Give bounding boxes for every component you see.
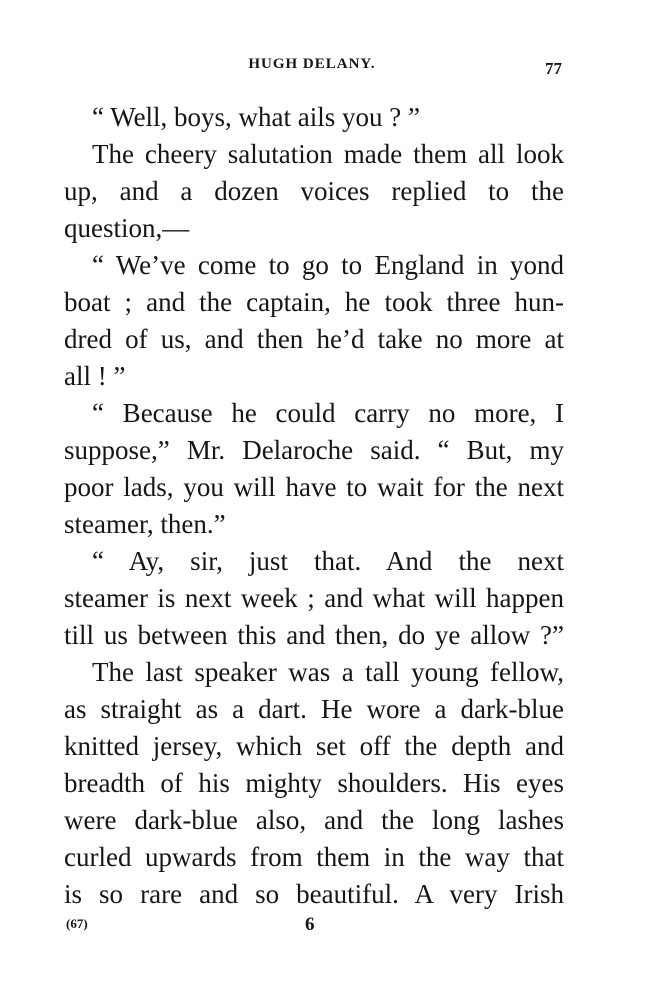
text-line: as straight as a dart. He wore a dark-blue xyxy=(64,694,564,724)
text-line: The cheery salutation made them all look xyxy=(92,139,564,169)
text-line: breadth of his mighty shoulders. His eyes xyxy=(64,768,564,798)
text-line: steamer, then.” xyxy=(64,509,226,539)
text-line: question,— xyxy=(64,213,190,243)
text-line: knitted jersey, which set off the depth and xyxy=(64,731,564,761)
text-line: poor lads, you will have to wait for the next xyxy=(64,472,564,502)
text-line: suppose,” Mr. Delaroche said. “ But, my xyxy=(64,435,564,465)
body-text xyxy=(64,99,564,913)
text-line: “ We’ve come to go to England in yond xyxy=(92,250,564,280)
text-line: were dark-blue also, and the long lashes xyxy=(64,805,564,835)
text-line: “ Because he could carry no more, I xyxy=(92,398,564,428)
text-line: steamer is next week ; and what will happen xyxy=(64,583,564,613)
text-line: dred of us, and then he’d take no more at xyxy=(64,324,564,354)
running-header xyxy=(62,56,562,78)
page-footer xyxy=(64,914,564,938)
signature-mark: (67) xyxy=(66,916,88,931)
text-line: curled upwards from them in the way that xyxy=(64,842,564,872)
page-number: 77 xyxy=(545,59,562,78)
running-title: HUGH DELANY. xyxy=(248,56,376,72)
text-line: up, and a dozen voices replied to the xyxy=(64,176,564,206)
text-line: “ Well, boys, what ails you ? ” xyxy=(92,102,421,132)
text-line: is so rare and so beautiful. A very Irish xyxy=(64,879,564,909)
text-line: all ! ” xyxy=(64,361,126,391)
text-line: The last speaker was a tall young fellow, xyxy=(92,657,564,687)
text-line: till us between this and then, do ye allow ?” xyxy=(64,620,564,650)
text-line: “ Ay, sir, just that. And the next xyxy=(92,546,564,576)
text-line: boat ; and the captain, he took three hun- xyxy=(64,287,564,317)
sheet-number: 6 xyxy=(305,914,315,935)
